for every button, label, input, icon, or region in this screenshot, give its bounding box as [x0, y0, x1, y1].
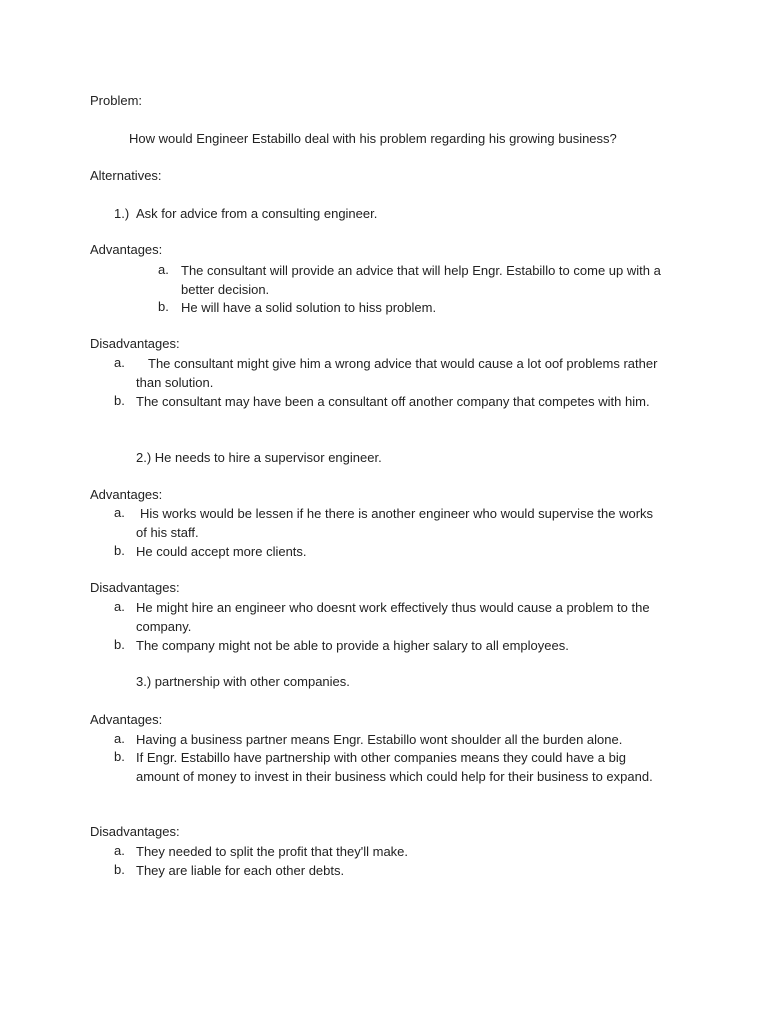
alt2-adv-a-text: His works would be lessen if he there is another engineer who would supervise the works of his staff.	[136, 506, 654, 540]
alt3-adv-a-marker: a.	[114, 731, 125, 746]
alt1-adv-a-marker: a.	[158, 262, 169, 277]
alt3-dis-a-text: They needed to split the profit that they'll make.	[136, 844, 409, 859]
alt1-adv-a-text: The consultant will provide an advice that will help Engr. Estabillo to come up with a better decision.	[181, 263, 661, 297]
alt3-dis-b-text: They are liable for each other debts.	[136, 863, 345, 878]
alt1-adv-b-marker: b.	[158, 299, 169, 314]
alt1-advantages-heading: Advantages:	[90, 242, 163, 257]
alt3-adv-b-text: If Engr. Estabillo have partnership with other companies means they could have a big amount of money to invest in their business which could help for their business to expand.	[136, 750, 653, 784]
alt3-adv-b-marker: b.	[114, 749, 125, 764]
problem-heading: Problem:	[90, 93, 143, 108]
alternatives-heading: Alternatives:	[90, 168, 162, 183]
alt1-text: Ask for advice from a consulting engineer.	[136, 206, 378, 221]
alt1-marker: 1.)	[114, 206, 130, 221]
alt2-dis-b-marker: b.	[114, 637, 125, 652]
alt2-text: 2.) He needs to hire a supervisor engineer.	[136, 450, 382, 465]
alt2-dis-a-text: He might hire an engineer who doesnt work effectively thus would cause a problem to the company.	[136, 600, 650, 634]
alt2-adv-b-text: He could accept more clients.	[136, 544, 307, 559]
alt1-dis-b-marker: b.	[114, 393, 125, 408]
alt1-dis-a-text: The consultant might give him a wrong advice that would cause a lot oof problems rather than solution.	[136, 356, 658, 390]
alt2-dis-b-text: The company might not be able to provide a higher salary to all employees.	[136, 638, 569, 653]
alt2-disadvantages-heading: Disadvantages:	[90, 580, 180, 595]
alt2-advantages-heading: Advantages:	[90, 487, 163, 502]
problem-statement: How would Engineer Estabillo deal with his problem regarding his growing business?	[129, 131, 617, 146]
alt2-dis-a-marker: a.	[114, 599, 125, 614]
alt3-dis-b-marker: b.	[114, 862, 125, 877]
alt3-adv-a-text: Having a business partner means Engr. Estabillo wont shoulder all the burden alone.	[136, 732, 623, 747]
alt3-dis-a-marker: a.	[114, 843, 125, 858]
alt1-adv-b-text: He will have a solid solution to hiss problem.	[181, 300, 437, 315]
alt2-adv-b-marker: b.	[114, 543, 125, 558]
alt3-text: 3.) partnership with other companies.	[136, 674, 350, 689]
alt1-dis-b-text: The consultant may have been a consultant off another company that competes with him.	[136, 394, 650, 409]
alt3-disadvantages-heading: Disadvantages:	[90, 824, 180, 839]
alt1-dis-a-marker: a.	[114, 355, 125, 370]
alt3-advantages-heading: Advantages:	[90, 712, 163, 727]
alt2-adv-a-marker: a.	[114, 505, 125, 520]
alt1-disadvantages-heading: Disadvantages:	[90, 336, 180, 351]
